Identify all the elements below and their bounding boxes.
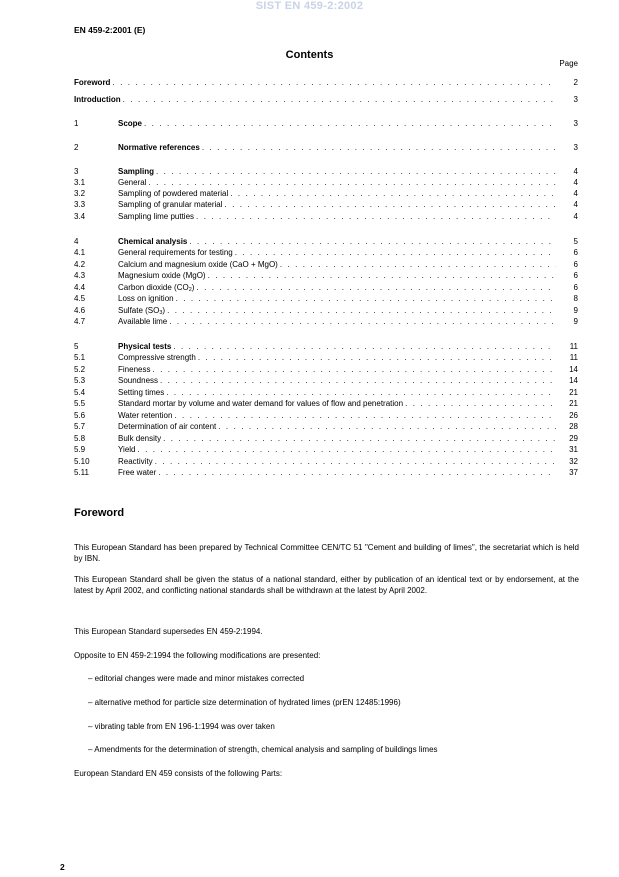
toc-entry-title-text: Sampling of powdered material xyxy=(118,189,229,198)
toc-entry[interactable] xyxy=(74,387,578,398)
toc-entry-page: 4 xyxy=(573,200,578,209)
toc-entry-title-text: Setting times xyxy=(118,388,165,397)
toc-leader-dots xyxy=(166,387,556,398)
toc-entry-number: 5.9 xyxy=(74,445,86,454)
toc-entry-title xyxy=(118,387,166,398)
toc-entry[interactable] xyxy=(74,247,578,258)
toc-entry[interactable] xyxy=(74,166,578,177)
toc-leader-dots xyxy=(158,467,556,478)
toc-entry-number: 2 xyxy=(74,143,79,152)
toc-entry-page: 9 xyxy=(573,306,578,315)
toc-leader-dots xyxy=(169,316,556,327)
toc-entry-page: 6 xyxy=(573,260,578,269)
toc-entry[interactable] xyxy=(74,433,578,444)
toc-entry-page: 3 xyxy=(573,143,578,152)
toc-leader-dots xyxy=(152,364,556,375)
toc-entry-page: 21 xyxy=(569,399,578,408)
toc-entry-number: 4.6 xyxy=(74,306,86,315)
toc-leader-dots xyxy=(196,211,556,222)
toc-entry-title xyxy=(118,364,152,375)
toc-entry-title-text: Yield xyxy=(118,445,136,454)
toc-leader-dots xyxy=(148,177,556,188)
toc-entry-title xyxy=(118,199,225,210)
toc-entry-title-text: Sampling lime putties xyxy=(118,212,195,221)
toc-entry[interactable] xyxy=(74,316,578,327)
toc-entry[interactable] xyxy=(74,467,578,478)
page-number: 2 xyxy=(60,862,65,872)
toc-entry[interactable] xyxy=(74,77,578,88)
toc-entry[interactable] xyxy=(74,142,578,153)
toc-entry[interactable] xyxy=(74,282,578,293)
toc-entry-title-text: Loss on ignition xyxy=(118,294,174,303)
toc-entry-title-text: Compressive strength xyxy=(118,353,196,362)
toc-entry-page: 4 xyxy=(573,167,578,176)
toc-entry[interactable] xyxy=(74,293,578,304)
toc-leader-dots xyxy=(208,270,556,281)
toc-entry-title xyxy=(118,142,202,153)
toc-entry-title-text: Sampling of granular material xyxy=(118,200,223,209)
toc-entry-title-text: Carbon dioxide (CO xyxy=(118,283,189,292)
toc-entry-page: 6 xyxy=(573,283,578,292)
toc-leader-dots xyxy=(167,305,556,316)
toc-entry-number: 5.3 xyxy=(74,376,86,385)
toc-entry-number: 3.2 xyxy=(74,189,86,198)
toc-entry-page: 2 xyxy=(573,78,578,87)
list-item: – editorial changes were made and minor mistakes corrected xyxy=(88,674,305,683)
toc-entry-page: 6 xyxy=(573,248,578,257)
toc-entry[interactable] xyxy=(74,398,578,409)
contents-title: Contents xyxy=(285,49,334,61)
toc-entry-number: 4.5 xyxy=(74,294,86,303)
toc-entry[interactable] xyxy=(74,94,578,105)
toc-entry-page: 29 xyxy=(569,434,578,443)
toc-entry-subscript: 3 xyxy=(159,310,163,316)
toc-entry-title xyxy=(118,433,163,444)
toc-entry-title xyxy=(74,77,112,88)
toc-entry[interactable] xyxy=(74,341,578,352)
toc-leader-dots xyxy=(225,199,557,210)
toc-leader-dots xyxy=(155,456,556,467)
toc-entry-number: 5.7 xyxy=(74,422,86,431)
toc-entry-title xyxy=(118,259,280,270)
toc-leader-dots xyxy=(176,293,556,304)
toc-entry-page: 8 xyxy=(573,294,578,303)
toc-leader-dots xyxy=(230,188,556,199)
toc-entry-title-text: Physical tests xyxy=(118,342,172,351)
toc-entry-title-end: ) xyxy=(162,306,166,315)
toc-entry-title xyxy=(118,456,155,467)
toc-entry[interactable] xyxy=(74,421,578,432)
toc-entry-title-text: Calcium and magnesium oxide (CaO + MgO) xyxy=(118,260,278,269)
toc-entry-number: 3.3 xyxy=(74,200,86,209)
toc-leader-dots xyxy=(173,341,556,352)
toc-entry-page: 11 xyxy=(569,342,578,351)
toc-entry-title xyxy=(118,341,173,352)
toc-entry-number: 4.2 xyxy=(74,260,86,269)
toc-leader-dots xyxy=(138,444,557,455)
toc-entry-title xyxy=(118,444,138,455)
toc-entry-number: 5.4 xyxy=(74,388,86,397)
toc-leader-dots xyxy=(405,398,556,409)
toc-entry-title-text: Sulfate (SO xyxy=(118,306,160,315)
toc-leader-dots xyxy=(235,247,556,258)
toc-entry-page: 4 xyxy=(573,189,578,198)
toc-entry-number: 5.11 xyxy=(74,468,89,477)
toc-entry-title-text: Soundness xyxy=(118,376,159,385)
toc-entry[interactable] xyxy=(74,199,578,210)
toc-entry-title xyxy=(118,166,156,177)
toc-entry-page: 14 xyxy=(569,376,578,385)
toc-entry-number: 4.1 xyxy=(74,248,86,257)
toc-entry-number: 4.4 xyxy=(74,283,86,292)
toc-entry-page: 9 xyxy=(573,317,578,326)
foreword-paragraph-1: This European Standard has been prepared by Technical Committee CEN/TC 51 "Cement and building of limes", the secretariat which is held by IBN. xyxy=(74,543,579,563)
toc-leader-dots xyxy=(280,259,556,270)
toc-entry-title-text: Standard mortar by volume and water demand for values of flow and penetration xyxy=(118,399,404,408)
toc-leader-dots xyxy=(196,282,556,293)
toc-entry-page: 31 xyxy=(569,445,578,454)
foreword-paragraph-2: This European Standard shall be given the status of a national standard, either by publication of an identical text or by endorsement, at the latest by April 2002, and conflicting national standards shall be withdrawn at the latest by April 2002. xyxy=(74,575,579,595)
toc-leader-dots xyxy=(123,94,556,105)
toc-entry[interactable] xyxy=(74,259,578,270)
toc-entry-title-text: Normative references xyxy=(118,143,200,152)
toc-entry-number: 5.1 xyxy=(74,353,86,362)
toc-entry-title-text: Determination of air content xyxy=(118,422,217,431)
toc-entry-number: 3 xyxy=(74,167,79,176)
toc-entry[interactable] xyxy=(74,188,578,199)
toc-entry[interactable] xyxy=(74,236,578,247)
toc-entry[interactable] xyxy=(74,364,578,375)
watermark: SIST EN 459-2:2002 xyxy=(255,0,364,12)
toc-entry-title xyxy=(118,375,160,386)
toc-entry[interactable] xyxy=(74,410,578,421)
toc-entry-number: 5.2 xyxy=(74,365,86,374)
toc-entry-page: 3 xyxy=(573,95,578,104)
toc-entry-title-text: General requirements for testing xyxy=(118,248,233,257)
toc-entry[interactable] xyxy=(74,444,578,455)
toc-leader-dots xyxy=(160,375,556,386)
toc-entry-page: 4 xyxy=(573,178,578,187)
toc-entry-title xyxy=(118,118,144,129)
toc-leader-dots xyxy=(189,236,556,247)
toc-entry-page: 3 xyxy=(573,119,578,128)
toc-entry-title-end: ) xyxy=(191,283,195,292)
toc-leader-dots xyxy=(156,166,556,177)
toc-leader-dots xyxy=(202,142,556,153)
toc-entry-title xyxy=(118,188,230,199)
foreword-heading: Foreword xyxy=(74,507,125,519)
toc-entry[interactable] xyxy=(74,352,578,363)
toc-entry-title xyxy=(118,398,405,409)
toc-entry[interactable] xyxy=(74,211,578,222)
list-item: – Amendments for the determination of strength, chemical analysis and sampling of buildings limes xyxy=(88,745,438,754)
toc-entry-title-text: Sampling xyxy=(118,167,155,176)
toc-entry-title xyxy=(118,177,148,188)
foreword-paragraph-5: European Standard EN 459 consists of the following Parts: xyxy=(74,769,283,778)
toc-entry-title xyxy=(118,270,208,281)
toc-entry-page: 21 xyxy=(569,388,578,397)
toc-entry-title xyxy=(118,293,176,304)
toc-entry-title xyxy=(74,94,123,105)
toc-entry-page: 28 xyxy=(569,422,578,431)
toc-entry-title-text: Introduction xyxy=(74,95,121,104)
toc-entry-title xyxy=(118,316,169,327)
toc-entry-title xyxy=(118,247,235,258)
toc-entry-title-text: Water retention xyxy=(118,411,173,420)
foreword-paragraph-3: This European Standard supersedes EN 459-2:1994. xyxy=(74,627,263,636)
toc-entry-title xyxy=(118,410,174,421)
toc-leader-dots xyxy=(163,433,556,444)
foreword-paragraph-4: Opposite to EN 459-2:1994 the following modifications are presented: xyxy=(74,651,321,660)
toc-entry-title-text: Available lime xyxy=(118,317,168,326)
toc-entry-title xyxy=(118,211,196,222)
toc-leader-dots xyxy=(144,118,556,129)
list-item: – vibrating table from EN 196-1:1994 was over taken xyxy=(88,722,275,731)
toc-entry-title xyxy=(118,352,198,363)
toc-entry-page: 6 xyxy=(573,271,578,280)
toc-entry-page: 4 xyxy=(573,212,578,221)
toc-entry-page: 32 xyxy=(569,457,578,466)
toc-entry-title-text: Foreword xyxy=(74,78,111,87)
toc-entry-number: 4 xyxy=(74,237,79,246)
toc-leader-dots xyxy=(174,410,556,421)
toc-entry-number: 5.6 xyxy=(74,411,86,420)
toc-entry-page: 37 xyxy=(569,468,578,477)
toc-entry-page: 11 xyxy=(569,353,578,362)
document-id: EN 459-2:2001 (E) xyxy=(74,25,146,35)
toc-entry[interactable] xyxy=(74,456,578,467)
toc-entry-title xyxy=(118,467,158,478)
toc-entry-title-text: General xyxy=(118,178,147,187)
toc-leader-dots xyxy=(198,352,556,363)
toc-entry[interactable] xyxy=(74,305,578,316)
toc-entry-number: 4.7 xyxy=(74,317,86,326)
toc-entry-title-text: Fineness xyxy=(118,365,151,374)
toc-entry-title-text: Bulk density xyxy=(118,434,162,443)
toc-entry-number: 3.4 xyxy=(74,212,86,221)
toc-entry-title-text: Magnesium oxide (MgO) xyxy=(118,271,206,280)
toc-leader-dots xyxy=(218,421,556,432)
toc-entry-number: 5.10 xyxy=(74,457,90,466)
toc-entry[interactable] xyxy=(74,118,578,129)
toc-leader-dots xyxy=(112,77,556,88)
page-column-label: Page xyxy=(559,59,578,68)
toc-entry-page: 5 xyxy=(573,237,578,246)
toc-entry-page: 26 xyxy=(569,411,578,420)
toc-entry-subscript: 2 xyxy=(188,287,192,293)
toc-entry-title xyxy=(118,421,218,432)
toc-entry-number: 1 xyxy=(74,119,79,128)
toc-entry-number: 4.3 xyxy=(74,271,86,280)
toc-entry-number: 5 xyxy=(74,342,79,351)
toc-entry[interactable] xyxy=(74,177,578,188)
toc-entry-title-text: Free water xyxy=(118,468,157,477)
toc-entry-title-text: Chemical analysis xyxy=(118,237,188,246)
list-item: – alternative method for particle size determination of hydrated limes (prEN 12485:1996) xyxy=(88,698,401,707)
toc-entry-number: 3.1 xyxy=(74,178,86,187)
toc-entry[interactable] xyxy=(74,270,578,281)
toc-entry-title-text: Scope xyxy=(118,119,143,128)
toc-entry-title-text: Reactivity xyxy=(118,457,153,466)
toc-entry-title xyxy=(118,236,189,247)
toc-entry-number: 5.8 xyxy=(74,434,86,443)
toc-entry-page: 14 xyxy=(569,365,578,374)
toc-entry[interactable] xyxy=(74,375,578,386)
toc-entry-number: 5.5 xyxy=(74,399,86,408)
